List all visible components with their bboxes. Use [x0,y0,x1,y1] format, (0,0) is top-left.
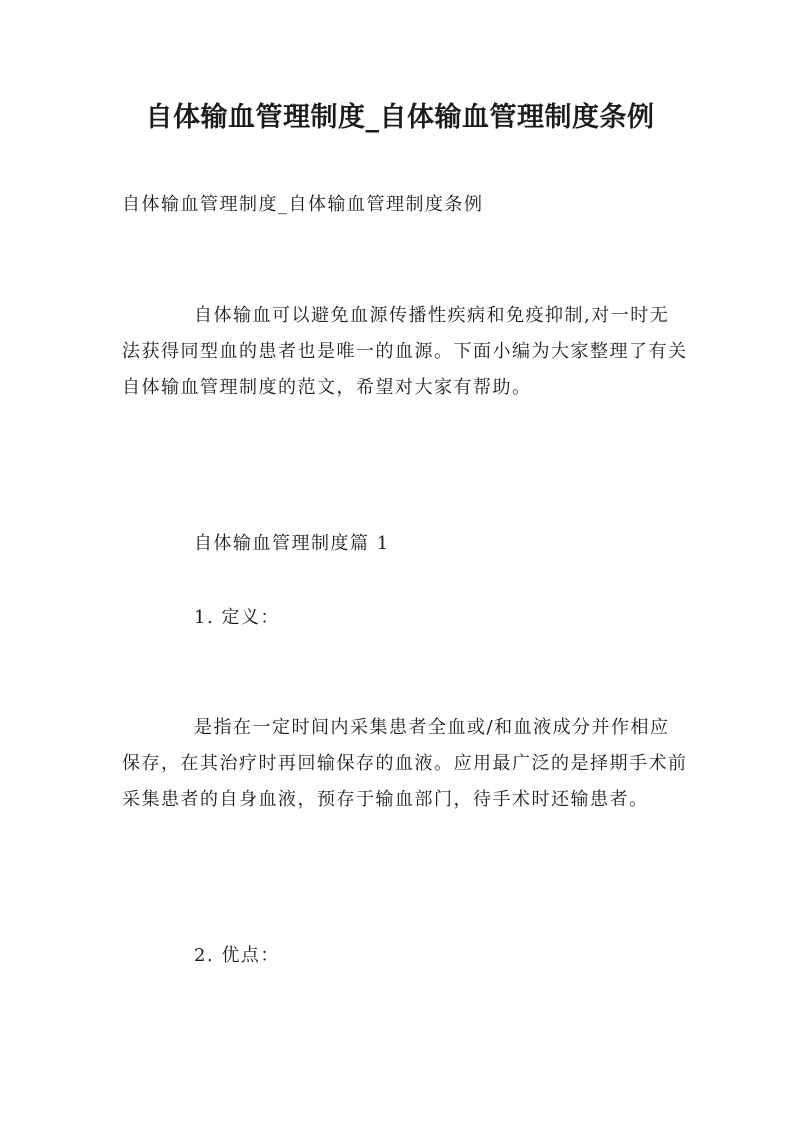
section-heading: 自体输血管理制度篇 1 [194,533,390,554]
list-item-advantages: 2. 优点： [194,945,280,966]
document-subtitle: 自体输血管理制度_自体输血管理制度条例 [122,194,484,215]
intro-paragraph: 自体输血可以避免血源传播性疾病和免疫抑制,对一时无法获得同型血的患者也是唯一的血源。下面小编为大家整理了有关自体输血管理制度的范文，希望对大家有帮助。 [122,305,688,398]
definition-paragraph: 是指在一定时间内采集患者全血或/和血液成分并作相应保存，在其治疗时再回输保存的血液。应用最广泛的是择期手术前采集患者的自身血液，预存于输血部门，待手术时还输患者。 [122,717,688,810]
document-title: 自体输血管理制度_自体输血管理制度条例 [145,102,655,133]
list-item-definition: 1. 定义： [194,607,280,628]
